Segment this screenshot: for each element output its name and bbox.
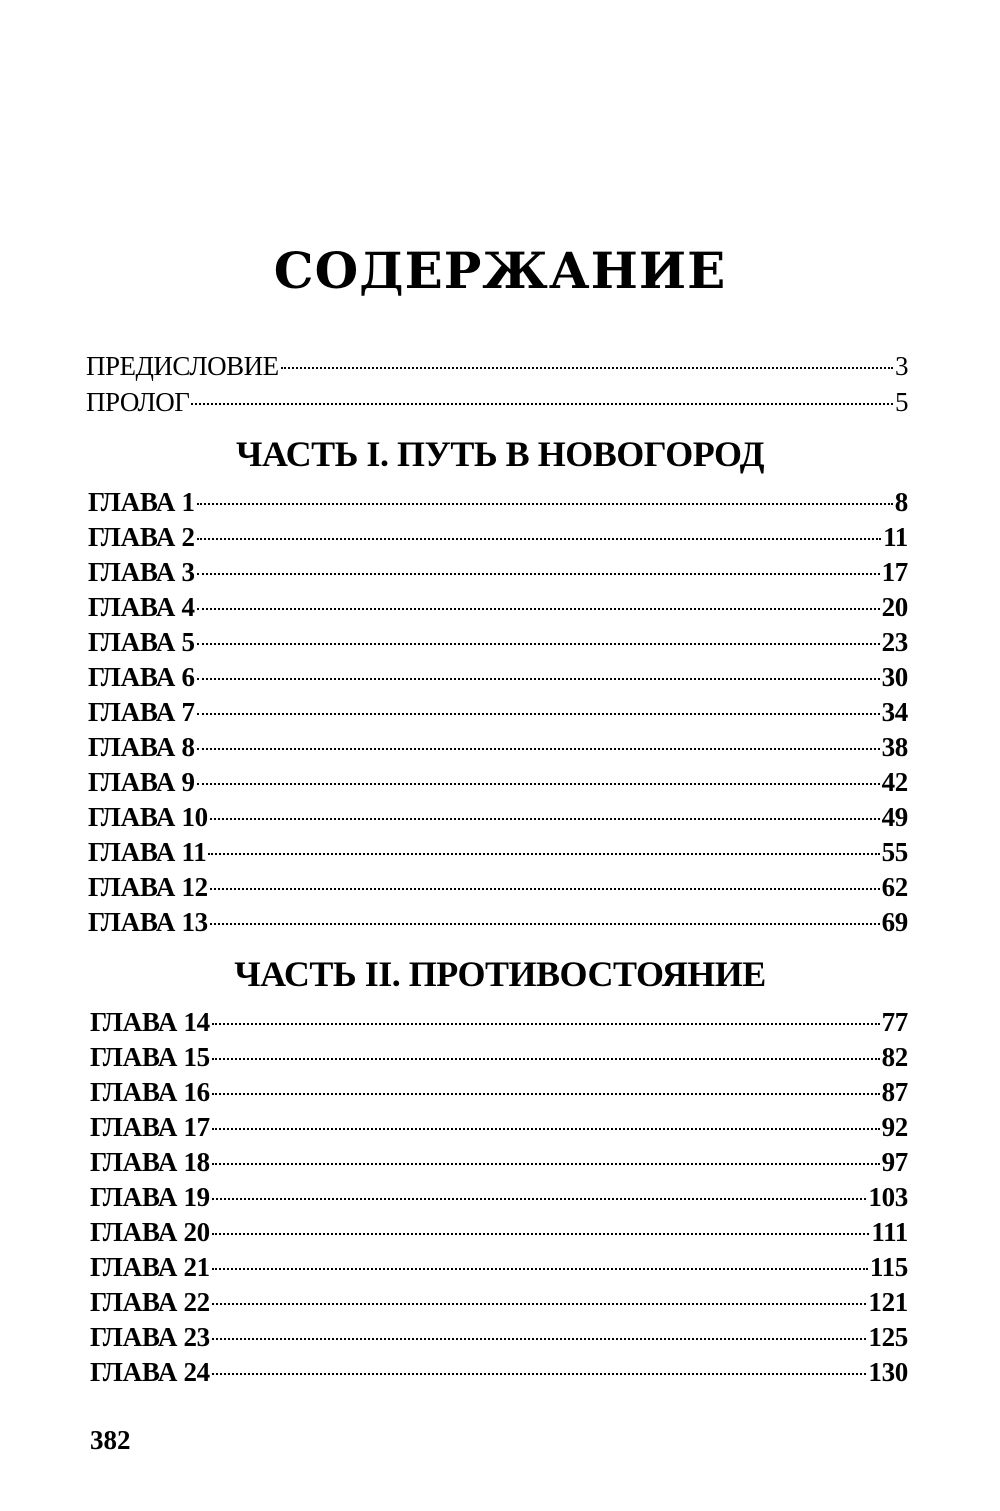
dot-leader bbox=[281, 367, 893, 369]
dot-leader bbox=[197, 573, 880, 575]
toc-entry-label: ГЛАВА 6 bbox=[88, 662, 195, 692]
toc-entry-chapter bbox=[90, 1250, 908, 1285]
dot-leader bbox=[212, 1303, 867, 1305]
part-1-heading: ЧАСТЬ I. ПУТЬ В НОВОГОРОД bbox=[236, 434, 764, 474]
toc-entry-label: ГЛАВА 15 bbox=[90, 1042, 210, 1072]
toc-entry-label: ГЛАВА 4 bbox=[88, 592, 195, 622]
toc-entry-page: 82 bbox=[881, 1042, 908, 1072]
toc-entry-chapter bbox=[88, 660, 908, 695]
toc-entry-page: 87 bbox=[881, 1077, 908, 1107]
toc-entry-page: 23 bbox=[881, 627, 908, 657]
toc-entry-page: 97 bbox=[881, 1147, 908, 1177]
toc-entry-label: ГЛАВА 16 bbox=[90, 1077, 210, 1107]
toc-entry-label: ГЛАВА 5 bbox=[88, 627, 195, 657]
toc-entry-chapter bbox=[90, 1110, 908, 1145]
toc-entry-chapter bbox=[90, 1005, 908, 1040]
page-title: СОДЕРЖАНИЕ bbox=[273, 241, 727, 300]
toc-entry-label: ГЛАВА 20 bbox=[90, 1217, 210, 1247]
toc-entry-chapter bbox=[90, 1145, 908, 1180]
toc-entry-page: 17 bbox=[881, 557, 908, 587]
toc-entry-label: ГЛАВА 2 bbox=[88, 522, 195, 552]
toc-entry-page: 11 bbox=[883, 522, 908, 552]
toc-entry-page: 92 bbox=[881, 1112, 908, 1142]
toc-entry-chapter bbox=[90, 1075, 908, 1110]
toc-entry-page: 111 bbox=[871, 1217, 908, 1247]
toc-entry-label: ГЛАВА 12 bbox=[88, 872, 208, 902]
toc-entry-page: 3 bbox=[895, 351, 908, 381]
dot-leader bbox=[191, 403, 893, 405]
toc-entry-page: 38 bbox=[881, 732, 908, 762]
dot-leader bbox=[210, 888, 880, 890]
dot-leader bbox=[197, 538, 881, 540]
toc-entry-page: 30 bbox=[881, 662, 908, 692]
toc-entry-label: ПРОЛОГ bbox=[86, 387, 190, 417]
toc-entry-label: ГЛАВА 1 bbox=[88, 487, 195, 517]
dot-leader bbox=[197, 608, 880, 610]
toc-entry-chapter bbox=[88, 765, 908, 800]
dot-leader bbox=[212, 1233, 869, 1235]
toc-entry-label: ГЛАВА 17 bbox=[90, 1112, 210, 1142]
toc-entry-page: 34 bbox=[881, 697, 908, 727]
toc-entry-label: ГЛАВА 3 bbox=[88, 557, 195, 587]
toc-entry-page: 5 bbox=[895, 387, 908, 417]
toc-entry-chapter bbox=[90, 1355, 908, 1390]
toc-entry-page: 125 bbox=[868, 1322, 908, 1352]
toc-entry-page: 42 bbox=[881, 767, 908, 797]
dot-leader bbox=[197, 503, 893, 505]
toc-entry-chapter bbox=[88, 555, 908, 590]
toc-entry-chapter bbox=[90, 1320, 908, 1355]
toc-entry-prologue bbox=[86, 385, 908, 420]
toc-entry-page: 20 bbox=[881, 592, 908, 622]
toc-entry-label: ГЛАВА 9 bbox=[88, 767, 195, 797]
toc-entry-label: ГЛАВА 13 bbox=[88, 907, 208, 937]
toc-entry-page: 115 bbox=[869, 1252, 908, 1282]
dot-leader bbox=[212, 1198, 867, 1200]
dot-leader bbox=[197, 678, 880, 680]
toc-entry-page: 49 bbox=[881, 802, 908, 832]
dot-leader bbox=[212, 1338, 867, 1340]
toc-entry-label: ГЛАВА 23 bbox=[90, 1322, 210, 1352]
toc-entry-label: ГЛАВА 14 bbox=[90, 1007, 210, 1037]
toc-entry-page: 77 bbox=[881, 1007, 908, 1037]
toc-entry-chapter bbox=[88, 870, 908, 905]
dot-leader bbox=[212, 1093, 880, 1095]
dot-leader bbox=[212, 1058, 880, 1060]
dot-leader bbox=[197, 783, 880, 785]
toc-entry-page: 55 bbox=[881, 837, 908, 867]
toc-entry-page: 8 bbox=[894, 487, 908, 517]
toc-entry-chapter bbox=[88, 695, 908, 730]
toc-entry-label: ГЛАВА 24 bbox=[90, 1357, 210, 1387]
toc-entry-chapter bbox=[88, 485, 908, 520]
dot-leader bbox=[208, 853, 879, 855]
toc-entry-chapter bbox=[88, 800, 908, 835]
toc-entry-page: 103 bbox=[868, 1182, 908, 1212]
toc-entry-chapter bbox=[88, 625, 908, 660]
dot-leader bbox=[197, 643, 880, 645]
dot-leader bbox=[212, 1163, 880, 1165]
toc-entry-page: 69 bbox=[881, 907, 908, 937]
toc-entry-chapter bbox=[90, 1040, 908, 1075]
part-2-heading: ЧАСТЬ II. ПРОТИВОСТОЯНИЕ bbox=[234, 954, 766, 994]
toc-entry-label: ГЛАВА 18 bbox=[90, 1147, 210, 1177]
toc-entry-label: ГЛАВА 22 bbox=[90, 1287, 210, 1317]
toc-entry-chapter bbox=[88, 835, 908, 870]
toc-entry-label: ГЛАВА 8 bbox=[88, 732, 195, 762]
dot-leader bbox=[212, 1023, 880, 1025]
toc-entry-page: 130 bbox=[868, 1357, 908, 1387]
dot-leader bbox=[197, 748, 880, 750]
toc-entry-chapter bbox=[90, 1180, 908, 1215]
toc-entry-chapter bbox=[88, 730, 908, 765]
toc-entry-chapter bbox=[90, 1285, 908, 1320]
toc-entry-label: ГЛАВА 10 bbox=[88, 802, 208, 832]
page-number: 382 bbox=[90, 1425, 131, 1455]
dot-leader bbox=[210, 818, 880, 820]
toc-entry-label: ГЛАВА 19 bbox=[90, 1182, 210, 1212]
toc-entry-chapter bbox=[88, 520, 908, 555]
toc-entry-chapter bbox=[88, 905, 908, 940]
toc-entry-chapter bbox=[88, 590, 908, 625]
dot-leader bbox=[210, 923, 880, 925]
toc-entry-label: ГЛАВА 21 bbox=[90, 1252, 210, 1282]
dot-leader bbox=[197, 713, 880, 715]
dot-leader bbox=[212, 1268, 868, 1270]
toc-entry-page: 121 bbox=[868, 1287, 908, 1317]
dot-leader bbox=[212, 1128, 880, 1130]
dot-leader bbox=[212, 1373, 867, 1375]
toc-entry-label: ГЛАВА 7 bbox=[88, 697, 195, 727]
toc-entry-page: 62 bbox=[881, 872, 908, 902]
toc-entry-preface bbox=[86, 349, 908, 384]
toc-entry-label: ПРЕДИСЛОВИЕ bbox=[86, 351, 279, 381]
toc-entry-label: ГЛАВА 11 bbox=[88, 837, 207, 867]
toc-entry-chapter bbox=[90, 1215, 908, 1250]
